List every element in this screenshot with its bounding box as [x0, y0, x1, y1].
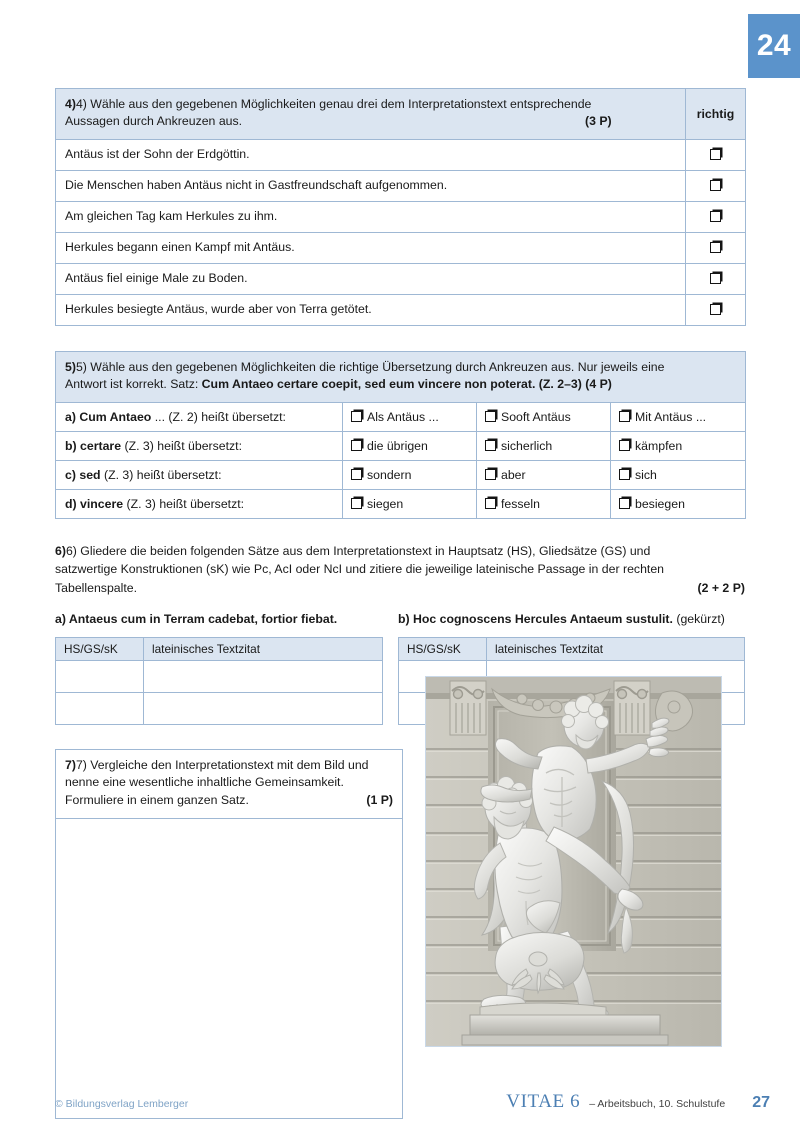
item-lemma: Cum Antaeo: [79, 409, 152, 424]
item-label: b): [65, 438, 77, 453]
option-cell[interactable]: [343, 460, 477, 489]
option-label: siegen: [367, 496, 404, 511]
checkbox-icon[interactable]: [710, 304, 721, 315]
statement-text: Die Menschen haben Antäus nicht in Gastfreundschaft aufgenommen.: [56, 170, 686, 201]
exercise-6-subtasks: [55, 610, 745, 628]
checkbox-icon[interactable]: [710, 273, 721, 284]
item-rest: (Z. 3) heißt übersetzt:: [121, 438, 243, 453]
statue-illustration: [426, 677, 721, 1046]
subtask-a-sentence: Antaeus cum in Terram cadebat, fortior fiebat.: [68, 612, 338, 627]
exercise-6-subtask-a: [55, 610, 398, 628]
exercise-4-prompt: [56, 89, 686, 140]
checkbox-icon[interactable]: [351, 469, 362, 480]
exercise-6-points: (2 + 2 P): [697, 580, 745, 595]
option-label: Als Antäus ...: [367, 409, 439, 424]
option-cell[interactable]: [477, 460, 611, 489]
checkbox-icon[interactable]: [619, 498, 630, 509]
exercise-5-table: [55, 351, 746, 519]
table-row: [56, 232, 746, 263]
capital-right: [614, 681, 650, 735]
subtask-b-sentence: Hoc cognoscens Hercules Antaeum sustulit.: [413, 612, 673, 627]
statement-checkbox-cell[interactable]: [686, 263, 746, 294]
item-rest: (Z. 3) heißt übersetzt:: [123, 496, 245, 511]
answer-cell-quote[interactable]: [144, 660, 383, 692]
statement-checkbox-cell[interactable]: [686, 139, 746, 170]
table-row: [56, 170, 746, 201]
exercise-5-prompt-line2-plain: Antwort ist korrekt. Satz:: [65, 377, 202, 392]
item-label: a): [65, 409, 76, 424]
statement-text: Herkules besiegte Antäus, wurde aber von Terra getötet.: [56, 294, 686, 325]
checkbox-icon[interactable]: [710, 149, 721, 160]
checkbox-icon[interactable]: [351, 440, 362, 451]
table-row: [56, 139, 746, 170]
table-row: [56, 263, 746, 294]
option-label: aber: [501, 467, 526, 482]
exercise-6-prompt-line3: Tabellenspalte.: [55, 580, 138, 595]
exercise-5-item-prompt: [56, 402, 343, 431]
option-cell[interactable]: [611, 460, 746, 489]
statement-text: Am gleichen Tag kam Herkules zu ihm.: [56, 201, 686, 232]
checkbox-icon[interactable]: [710, 242, 721, 253]
checkbox-icon[interactable]: [619, 440, 630, 451]
item-lemma: certare: [80, 438, 122, 453]
table-header-row: [399, 637, 745, 660]
option-cell[interactable]: [611, 489, 746, 518]
exercise-7-box: [55, 749, 403, 1119]
checkbox-icon[interactable]: [485, 498, 496, 509]
exercise-5-header-row: [56, 351, 746, 402]
table-row: [56, 489, 746, 518]
answer-cell-quote[interactable]: [144, 692, 383, 724]
item-lemma: vincere: [80, 496, 124, 511]
exercise-4-column-header: richtig: [686, 89, 746, 140]
exercise-7-prompt-number: 7): [65, 757, 76, 772]
option-label: sicherlich: [501, 438, 553, 453]
exercise-7-prompt-line2: nenne eine wesentliche inhaltliche Gemeinsamkeit.: [65, 775, 344, 790]
exercise-7-prompt-line1: 7) Vergleiche den Interpretationstext mit dem Bild und: [75, 757, 369, 772]
exercise-6-prompt: [55, 542, 745, 597]
chapter-number: 24: [756, 29, 792, 62]
option-label: sondern: [367, 467, 412, 482]
checkbox-icon[interactable]: [710, 211, 721, 222]
exercise-5-item-prompt: [56, 489, 343, 518]
option-cell[interactable]: [611, 431, 746, 460]
item-label: c): [65, 467, 76, 482]
option-cell[interactable]: [477, 489, 611, 518]
option-label: Sooft Antäus: [501, 409, 571, 424]
item-rest: (Z. 3) heißt übersetzt:: [100, 467, 222, 482]
table-row: [56, 660, 383, 692]
table-row: [56, 431, 746, 460]
copyright-notice: © Bildungsverlag Lemberger: [55, 1098, 189, 1110]
option-cell[interactable]: [611, 402, 746, 431]
option-label: besiegen: [635, 496, 685, 511]
exercise-6-table-a: [55, 637, 383, 725]
exercise-7-answer-area[interactable]: [56, 819, 402, 1109]
capital-left: [450, 681, 486, 735]
statement-checkbox-cell[interactable]: [686, 232, 746, 263]
exercise-7-prompt: [56, 750, 402, 819]
table-row: [56, 692, 383, 724]
exercise-6-prompt-line1: 6) Gliedere die beiden folgenden Sätze aus dem Interpretationstext in Hauptsatz (HS), Gliedsätze (GS) und: [65, 543, 651, 558]
checkbox-icon[interactable]: [485, 440, 496, 451]
exercise-4-points: (3 P): [585, 114, 612, 129]
checkbox-icon[interactable]: [485, 469, 496, 480]
table-row: [56, 294, 746, 325]
item-rest: ... (Z. 2) heißt übersetzt:: [151, 409, 286, 424]
exercise-5-item-prompt: [56, 460, 343, 489]
column-header-quote: lateinisches Textzitat: [144, 637, 383, 660]
option-label: Mit Antäus ...: [635, 409, 707, 424]
option-label: kämpfen: [635, 438, 683, 453]
subtask-b-label: b): [398, 612, 410, 627]
checkbox-icon[interactable]: [351, 498, 362, 509]
exercise-4-prompt-line2: Aussagen durch Ankreuzen aus.: [65, 114, 243, 129]
option-label: sich: [635, 467, 657, 482]
statement-checkbox-cell[interactable]: [686, 201, 746, 232]
subtask-b-note: (gekürzt): [676, 612, 725, 627]
table-row: [56, 460, 746, 489]
table-row: [56, 402, 746, 431]
statue-image: [425, 676, 722, 1047]
statement-checkbox-cell[interactable]: [686, 170, 746, 201]
checkbox-icon[interactable]: [619, 469, 630, 480]
checkbox-icon[interactable]: [351, 411, 362, 422]
chapter-number-tab: [748, 14, 800, 78]
exercise-7-points: (1 P): [366, 793, 393, 808]
statement-text: Antäus fiel einige Male zu Boden.: [56, 263, 686, 294]
statement-text: Antäus ist der Sohn der Erdgöttin.: [56, 139, 686, 170]
table-row: [56, 201, 746, 232]
column-header-quote: lateinisches Textzitat: [487, 637, 745, 660]
exercise-5-prompt-line1: 5) Wähle aus den gegebenen Möglichkeiten die richtige Übersetzung durch Ankreuzen aus. Nur jeweils eine: [75, 359, 665, 374]
exercise-7-prompt-line3: Formuliere in einem ganzen Satz.: [65, 793, 249, 808]
answer-cell-type[interactable]: [56, 692, 144, 724]
exercise-6-prompt-line2: satzwertige Konstruktionen (sK) wie Pc, AcI oder NcI und zitiere die jeweilige lateinische Passage in der rechten: [55, 562, 665, 577]
checkbox-icon[interactable]: [485, 411, 496, 422]
footer-series-info: [506, 1091, 770, 1113]
option-cell[interactable]: [343, 402, 477, 431]
subtask-a-label: a): [55, 612, 66, 627]
option-cell[interactable]: [477, 431, 611, 460]
exercise-4-table: [55, 88, 746, 326]
option-cell[interactable]: [343, 489, 477, 518]
page-footer: [55, 1091, 770, 1113]
table-header-row: [56, 637, 383, 660]
series-title: VITAE 6: [506, 1091, 581, 1112]
column-header-type: HS/GS/sK: [56, 637, 144, 660]
checkbox-icon[interactable]: [619, 411, 630, 422]
exercise-5-prompt-number: 5): [65, 359, 76, 374]
exercise-6-prompt-number: 6): [55, 543, 66, 558]
answer-cell-type[interactable]: [56, 660, 144, 692]
page-number: 27: [752, 1094, 770, 1111]
exercise-5-item-prompt: [56, 431, 343, 460]
checkbox-icon[interactable]: [710, 180, 721, 191]
exercise-5-prompt-sentence: Cum Antaeo certare coepit, sed eum vincere non poterat. (Z. 2–3) (4 P): [201, 377, 612, 392]
exercise-5-prompt: [56, 351, 746, 402]
option-cell[interactable]: [477, 402, 611, 431]
option-label: die übrigen: [367, 438, 428, 453]
exercise-4-prompt-line1: 4) Wähle aus den gegebenen Möglichkeiten genau drei dem Interpretationstext entsprechende: [75, 97, 592, 111]
statement-text: Herkules begann einen Kampf mit Antäus.: [56, 232, 686, 263]
exercise-4-header-row: [56, 89, 746, 140]
series-subtitle: – Arbeitsbuch, 10. Schulstufe: [589, 1098, 726, 1110]
exercise-4-prompt-line1-bold: 4): [65, 97, 76, 111]
statement-checkbox-cell[interactable]: [686, 294, 746, 325]
column-header-type: HS/GS/sK: [399, 637, 487, 660]
option-label: fesseln: [501, 496, 540, 511]
option-cell[interactable]: [343, 431, 477, 460]
item-lemma: sed: [79, 467, 101, 482]
item-label: d): [65, 496, 77, 511]
exercise-6-subtask-b: [398, 610, 725, 628]
